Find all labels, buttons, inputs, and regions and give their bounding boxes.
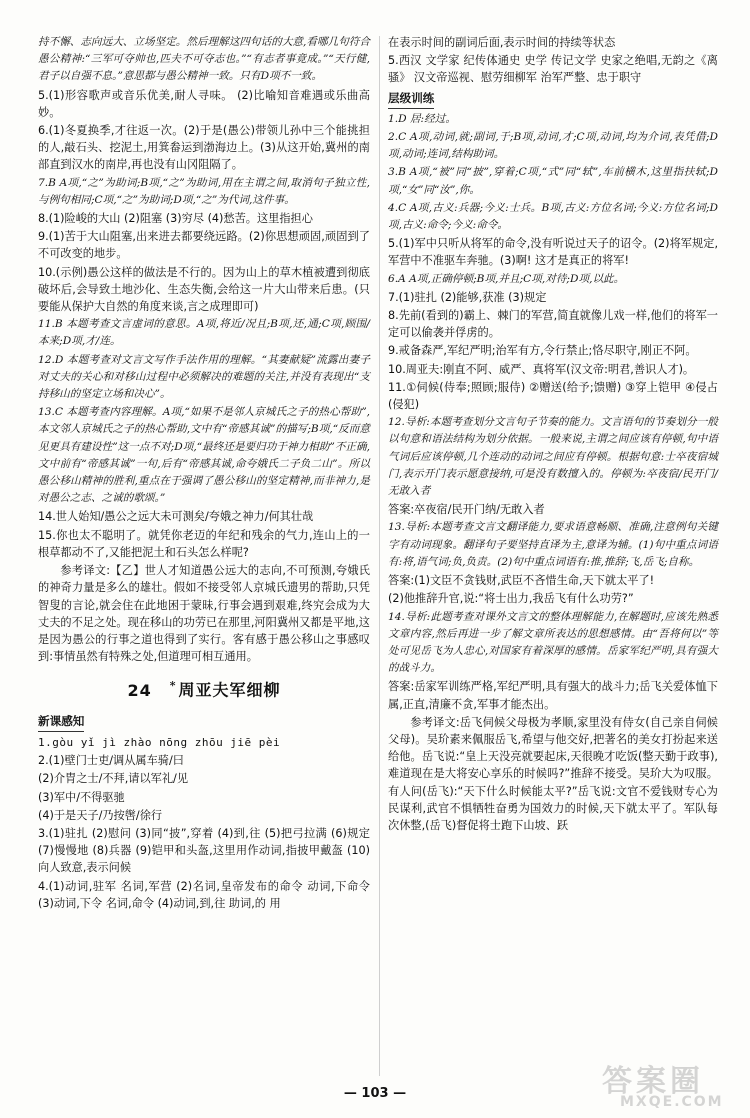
answer-line: 5.西汉 文学家 纪传体通史 史学 传记文学 史家之绝唱,无韵之《离骚》 汉文帝巡视、慰劳细柳军 治军严整、忠于职守 bbox=[388, 54, 718, 85]
answer-line: 12.导析:本题考查划分文言句子节奏的能力。文言语句的节奏划分一般以句意和语法结构为划分依据。一般来说,主谓之间应该有停顿,句中语气词后应该停顿,几个连动的动词之间应有停顿。根据句意:士卒夜宿城门,表示开门表示愿意接纳,可是没有数擅入的。停顿为:卒夜宿/民开门/无敢入者 bbox=[388, 416, 718, 498]
answer-line: 13.导析:本题考查文言文翻译能力,要求语意畅顺、准确,注意例句关键字有动词现象。翻译句子要坚持直译为主,意译为辅。(1)句中重点词语有:将,语气词;负,负责。(2)句中重点词语有:推,推辞;飞,岳飞;自称。 bbox=[388, 521, 718, 568]
answer-line: (2)介胄之士/不拜,请以军礼/见 bbox=[38, 772, 189, 786]
column-divider bbox=[379, 36, 380, 1076]
answer-line: 在表示时间的副词后面,表示时间的持续等状态 bbox=[388, 36, 616, 49]
answer-line: 5.(1)形容歌声或音乐优美,耐人寻味。 (2)比喻知音难遇或乐曲高妙。 bbox=[38, 88, 370, 119]
answer-line: 11.①伺候(侍奉;照顾;服侍) ②赠送(给予;馈赠) ③穿上铠甲 ④侵占(侵犯) bbox=[388, 380, 718, 412]
answer-line: 15.你也太不聪明了。就凭你老迈的年纪和残余的气力,连山上的一根草都动不了,又能把泥土和石头怎么样呢? bbox=[38, 528, 370, 559]
answer-line: (2)他推辞升官,说:“将士出力,我岳飞有什么功劳?” bbox=[388, 592, 634, 606]
watermark-logo: 答案圈 MXQE.COM bbox=[602, 1064, 724, 1110]
answer-line: 2.C A项,动词,就;副词,于;B项,动词,才;C项,动词,均为介词,表凭借;D项,动词;连词,结构助词。 bbox=[388, 131, 718, 161]
lesson-title bbox=[38, 677, 370, 699]
answer-line: 1.D 居:经过。 bbox=[388, 112, 456, 125]
answer-line: 5.(1)军中只听从将军的命令,没有听说过天子的诏令。(2)将军规定,军营中不准驱车奔驰。(3)啊! 这才是真正的将军! bbox=[388, 237, 718, 268]
right-column bbox=[388, 34, 718, 835]
answer-line: 12.D 本题考查对文言文写作手法作用的理解。“其妻献疑”流露出妻子对丈夫的关心和对移山过程中必须解决的难题的关注,并没有表现出“支持移山的坚定立场和决心”。 bbox=[38, 353, 370, 401]
answer-line: 8.先前(看到的)霸上、棘门的军营,简直就像儿戏一样,他们的将军一定可以偷袭并俘虏的。 bbox=[388, 309, 718, 340]
answer-line: 答案:(1)文臣不贪钱财,武臣不吝惜生命,天下就太平了! bbox=[388, 574, 655, 588]
answer-line: 7.B A项,“之”为助词;B项,“之”为助词,用在主谓之间,取消句子独立性,与例句相同;C项,“之”为助词;D项,“之”为代词,这件事。 bbox=[38, 176, 370, 206]
lesson-number: 24 bbox=[127, 680, 152, 700]
answer-line: 2.(1)壁门士吏/调从属车骑/曰 bbox=[38, 754, 184, 768]
preview-answers bbox=[38, 734, 370, 912]
answer-line: 10.(示例)愚公这样的做法是不行的。因为山上的草木植被遭到彻底破坏后,会导致土地沙化、生态失衡,会给这一片大山带来后患。(只要能从保护大自然的角度来谈,言之成理即可) bbox=[38, 265, 370, 314]
answer-line: 7.(1)驻扎 (2)能够,获准 (3)规定 bbox=[388, 290, 547, 304]
answer-line: 10.周亚夫:刚直不阿、威严、真将军(汉文帝:明君,善识人才)。 bbox=[388, 362, 695, 376]
right-answers-top bbox=[388, 34, 718, 87]
left-answers bbox=[38, 34, 370, 665]
answer-line: 11.B 本题考查文言虚词的意思。A项,将近/况且;B项,还,通;C项,顾围/本来;D项,才/连。 bbox=[38, 318, 370, 348]
answer-line: 3.(1)驻扎 (2)慰问 (3)同“披”,穿着 (4)到,往 (5)把弓拉满 (6)规定 (7)慢慢地 (8)兵器 (9)铠甲和头盔,这里用作动词,指披甲戴盔 (10)向人致意,表示问候 bbox=[38, 827, 370, 875]
answer-line: 13.C 本题考查内容理解。A项,“如果不是邻人京城氏之子的热心帮助”,本文邻人京城氏之子的热心帮助,文中有“帝感其诚”的描写;B项,“反而意见更具有建设性”这一点不对;D项,“最终还是要归功于神力相助”不正确,文中前有“帝感其诚”一句,后有“帝感其诚,命夸娥氏二子负二山”。所以愚公移山精神的胜利,重点在于强调了愚公移山的坚定精神,而非神力,是对愚公之志、之诚的歌颂。” bbox=[38, 406, 370, 505]
lesson-title-text: 周亚夫军细柳 bbox=[178, 680, 281, 700]
answer-line: 6.(1)冬夏换季,才往返一次。(2)于是(愚公)带领儿孙中三个能挑担的人,敲石头、挖泥土,用箕畚运到渤海边上。(3)从这开始,冀州的南部直到汉水的南岸,再也没有山冈阻隔了。 bbox=[38, 124, 370, 172]
answer-line: 参考译文:【乙】世人才知道愚公远大的志向,不可预测,夸娥氏的神奇力量是多么的雄壮。假如不接受邻人京城氏遗男的帮助,只凭智叟的言论,就会住在此地困于蒙昧,行事会遇到艰难,终究会成为大丈夫的不足之处。现在移山的功劳已在那里,河阳冀州又都是平地,这是因为愚公的行事之道也得到了实行。客有感于愚公移山之事感叹到:事情虽然有特殊之处,但道理可相互通用。 bbox=[38, 564, 370, 664]
answer-line: 3.B A项,“被”同“披”,穿着;C项,“式”同“轼”,车前横木,这里指扶轼;D项,“女”同“汝”,你。 bbox=[388, 166, 718, 196]
answer-line: 4.C A项,古义:兵器;今义:士兵。B项,古义:方位名词;今义:方位名词;D项,古义:命令;今义:命令。 bbox=[388, 201, 718, 232]
answer-line: 14.世人始知/愚公之远大未可测矣/夸娥之神力/何其壮哉 bbox=[38, 510, 314, 524]
answer-line: 9.戒备森严,军纪严明;治军有方,令行禁止;恪尽职守,刚正不阿。 bbox=[388, 344, 697, 358]
lesson-star: * bbox=[169, 679, 177, 693]
answer-line: 答案:卒夜宿/民开门纳/无敢入者 bbox=[388, 503, 545, 517]
section-label-preview: 新课感知 bbox=[38, 713, 84, 732]
answer-line: (4)于是天子/乃按辔/徐行 bbox=[38, 808, 163, 822]
answer-line: 参考译文:岳飞伺候父母极为孝顺,家里没有侍女(自己亲自伺候父母)。吴玠素来佩服岳飞,希望与他交好,把著名的美女打扮起来送给他。岳飞说:“皇上天没亮就要起床,天很晚才吃饭(整天勤于政事),难道现在是大将安心享乐的时候吗?”推辞不接受。吴玠大为叹服。有人问(岳飞):“天下什么时候能太平?”岳飞说:文官不爱钱财专心为民谋利,武官不惧牺牲奋勇为国效力的时候,天下就太平了。军队每次休整,(岳飞)督促将士跑下山坡、跃 bbox=[388, 715, 718, 832]
answer-line: 8.(1)险峻的大山 (2)阻塞 (3)穷尽 (4)愁苦。这里指担心 bbox=[38, 212, 313, 226]
answer-line: (3)军中/不得驱驰 bbox=[38, 790, 125, 804]
section-label-training: 层级训练 bbox=[388, 90, 434, 109]
training-answers bbox=[388, 111, 718, 834]
page-number: — 103 — bbox=[343, 1086, 407, 1101]
answer-line: 持不懈、志向远大、立场坚定。然后理解这四句话的大意,看哪几句符合愚公精神:“三军可夺帅也,匹夫不可夺志也。”“有志者事竟成。”“天行健,君子以自强不息。”意思都与愚公精神一致。只有D项不一致。 bbox=[38, 36, 370, 83]
answer-line: 9.(1)苦于大山阻塞,出来进去都要绕远路。(2)你思想顽固,顽固到了不可改变的地步。 bbox=[38, 230, 370, 261]
answer-line: 1.gòu yǐ jì zhào nōng zhōu jiē pèi bbox=[38, 736, 281, 750]
answer-line: 4.(1)动词,驻军 名词,军营 (2)名词,皇帝发布的命令 动词,下命令 (3)动词,下令 名词,命令 (4)动词,到,往 助词,的 用 bbox=[38, 879, 370, 910]
left-column bbox=[38, 34, 370, 913]
answer-line: 6.A A项,正确停顿;B项,并且;C项,对待;D项,以此。 bbox=[388, 272, 625, 285]
answer-line: 答案:岳家军训练严格,军纪严明,具有强大的战斗力;岳飞关爱体恤下属,正直,清廉不贪,军事才能杰出。 bbox=[388, 680, 718, 711]
answer-line: 14.导析:此题考查对课外文言文的整体理解能力,在解题时,应该先熟悉文章内容,然后再进一步了解文章所表达的思想感情。由“吾将何以”等处可见岳飞为人忠心,对国家有着深厚的感情。岳家军纪严明,具有强大的战斗力。 bbox=[388, 610, 718, 675]
